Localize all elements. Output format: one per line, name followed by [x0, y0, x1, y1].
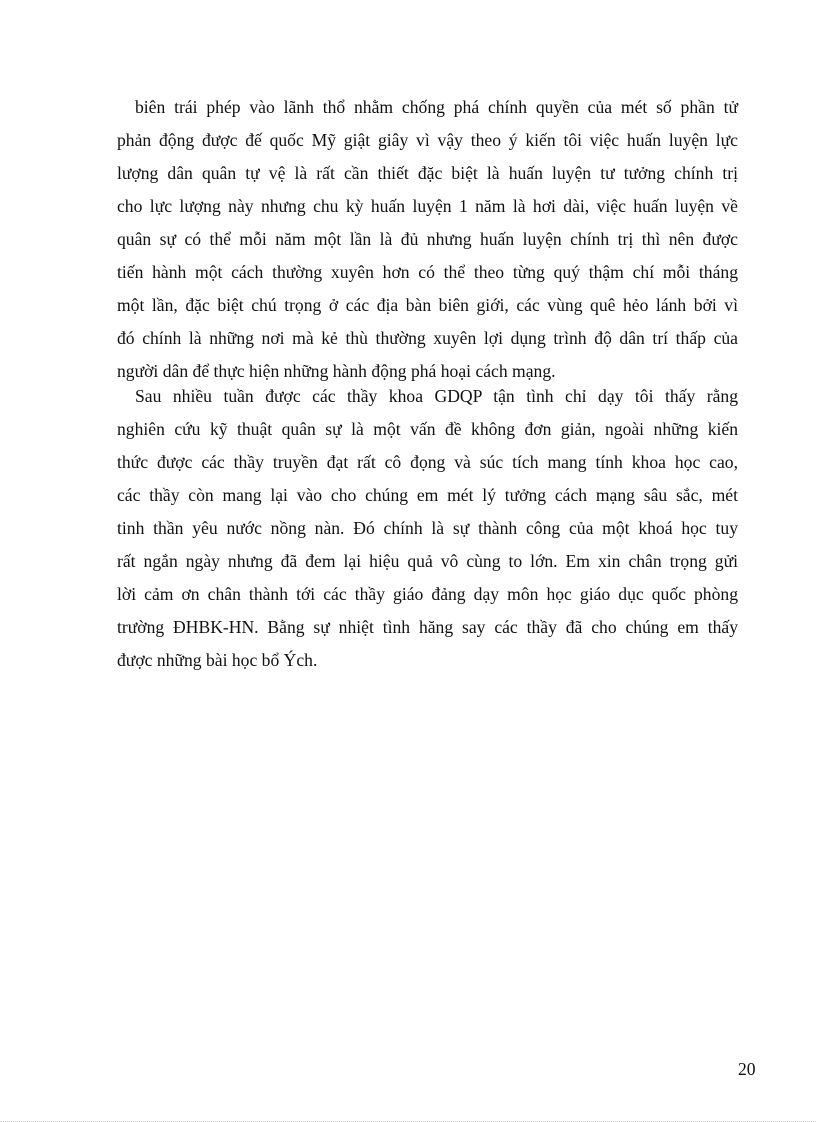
paragraph-2-line: trường ĐHBK-HN. Bằng sự nhiệt tình hăng say các thầy đã cho chúng em thấy: [117, 617, 738, 637]
page-bottom-divider: [0, 1121, 816, 1122]
paragraph-2-line: các thầy còn mang lại vào cho chúng em mét lý tưởng cách mạng sâu sắc, mét: [117, 485, 738, 505]
paragraph-2-line: nghiên cứu kỹ thuật quân sự là một vấn đề không đơn giản, ngoài những kiến: [117, 419, 738, 439]
paragraph-1-line: phản động được đế quốc Mỹ giật giây vì vậy theo ý kiến tôi việc huấn luyện lực: [117, 130, 738, 150]
paragraph-1-line: một lần, đặc biệt chú trọng ở các địa bàn biên giới, các vùng quê hẻo lánh bởi vì: [117, 295, 738, 315]
paragraph-2-line: lời cảm ơn chân thành tới các thầy giáo đảng dạy môn học giáo dục quốc phòng: [117, 584, 738, 604]
paragraph-2-line: rất ngắn ngày nhưng đã đem lại hiệu quả vô cùng to lớn. Em xin chân trọng gửi: [117, 551, 738, 571]
paragraph-2-line: tinh thần yêu nước nồng nàn. Đó chính là sự thành công của một khoá học tuy: [117, 518, 738, 538]
paragraph-1-line: người dân để thực hiện những hành động phá hoại cách mạng.: [117, 361, 556, 381]
paragraph-2-line: được những bài học bổ Ých.: [117, 650, 318, 670]
paragraph-1-line: lượng dân quân tự vệ là rất cần thiết đặc biệt là huấn luyện tư tưởng chính trị: [117, 163, 738, 183]
paragraph-1-line: đó chính là những nơi mà kẻ thù thường xuyên lợi dụng trình độ dân trí thấp của: [117, 328, 738, 348]
paragraph-1-line: quân sự có thể mỗi năm một lần là đủ nhưng huấn luyện chính trị thì nên được: [117, 229, 738, 249]
paragraph-2-line: thức được các thầy truyền đạt rất cô đọng và súc tích mang tính khoa học cao,: [117, 452, 738, 472]
page-number: 20: [738, 1059, 756, 1079]
paragraph-1-line: tiến hành một cách thường xuyên hơn có thể theo từng quý thậm chí mỗi tháng: [117, 262, 738, 282]
paragraph-2-line: Sau nhiều tuần được các thầy khoa GDQP tận tình chỉ dạy tôi thấy rằng: [135, 386, 738, 406]
paragraph-1-line: cho lực lượng này nhưng chu kỳ huấn luyện 1 năm là hơi dài, việc huấn luyện về: [117, 196, 738, 216]
paragraph-1-line: biên trái phép vào lãnh thổ nhằm chống phá chính quyền của mét số phần tử: [135, 97, 738, 117]
